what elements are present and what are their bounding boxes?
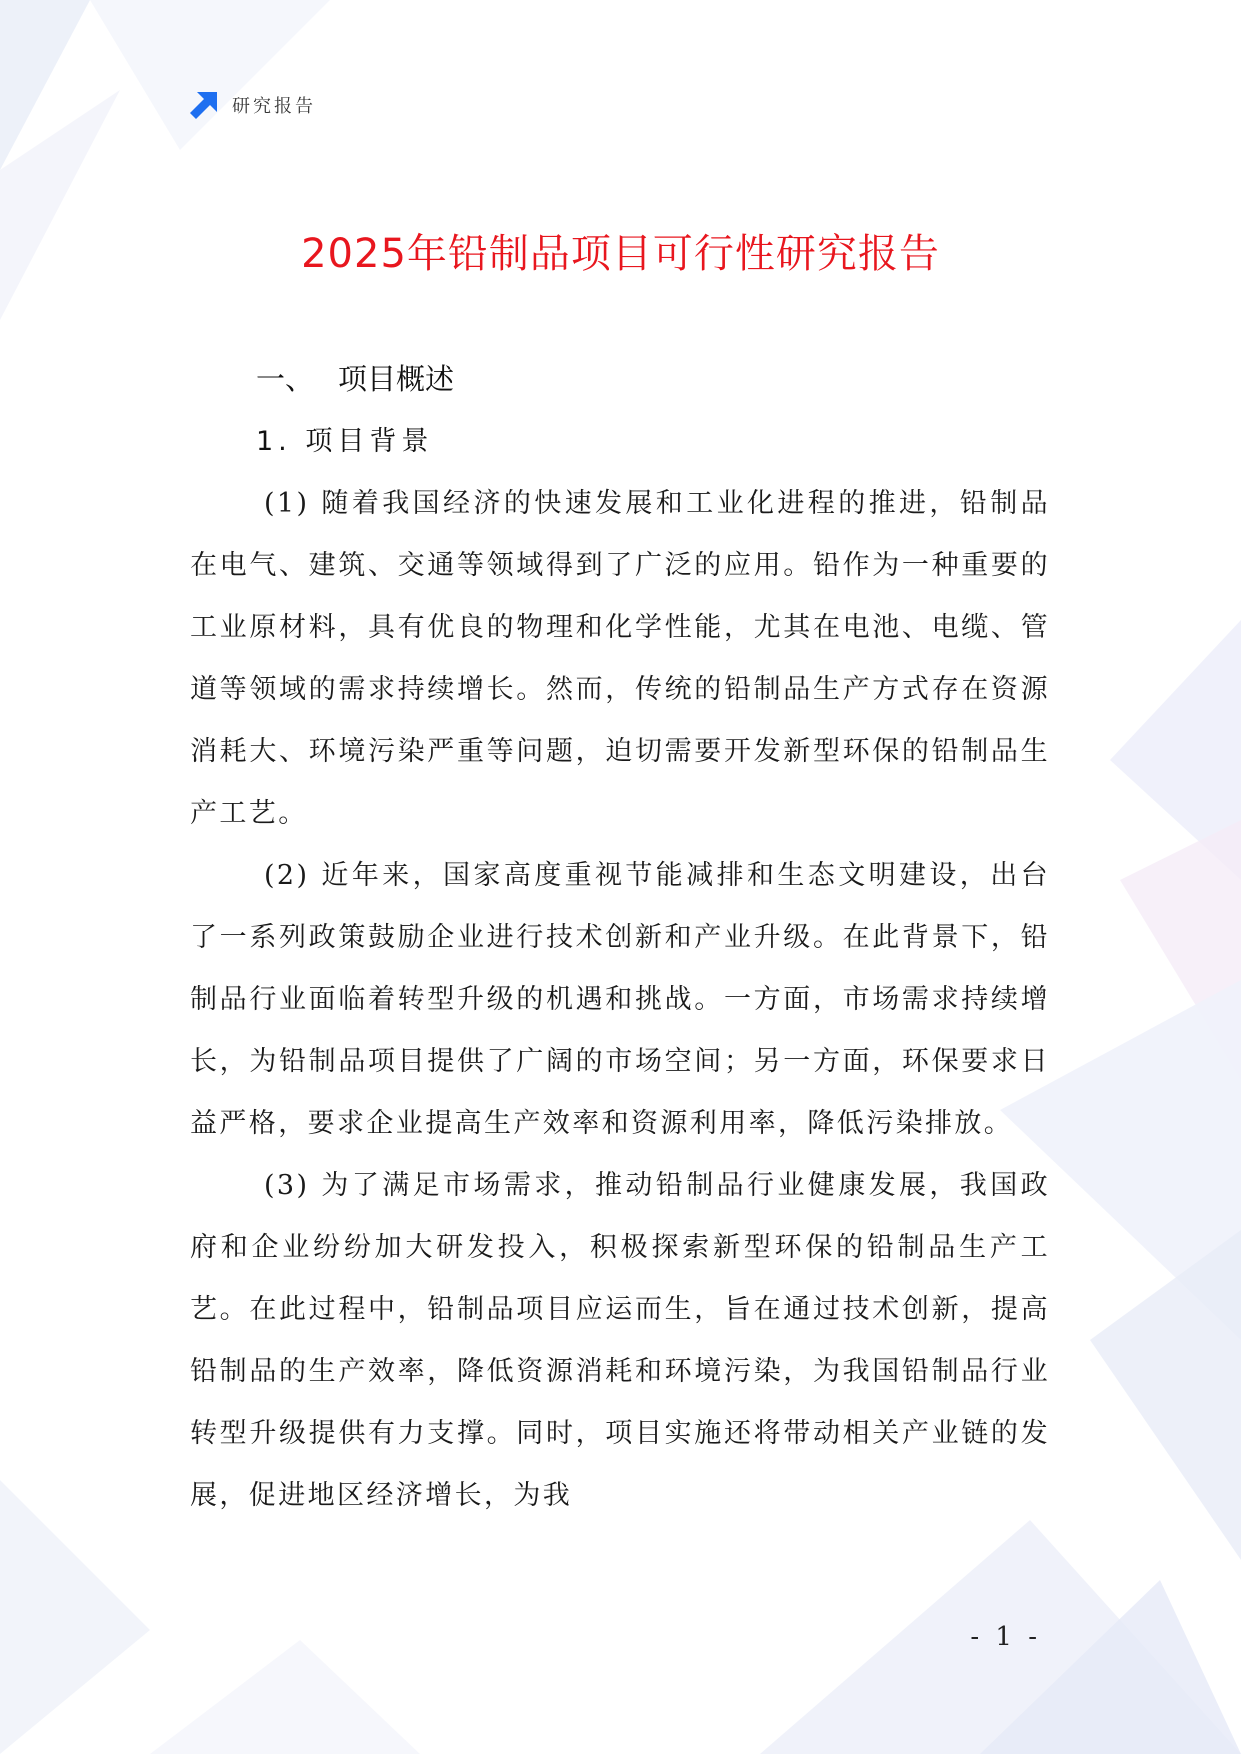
paragraph: (3) 为了满足市场需求，推动铅制品行业健康发展，我国政府和企业纷纷加大研发投入，积极探索新型环保的铅制品生产工艺。在此过程中，铅制品项目应运而生，旨在通过技术创新，提高铅制品的生产效率，降低资源消耗和环境污染，为我国铅制品行业转型升级提供有力支撑。同时，项目实施还将带动相关产业链的发展，促进地区经济增长，为我 xyxy=(190,1170,1050,1511)
subsection-heading: 1. 项目背景 xyxy=(256,426,434,457)
page-header xyxy=(188,88,316,122)
body-text xyxy=(190,473,1050,1527)
section-number: 一、 xyxy=(256,362,315,396)
arrow-up-right-icon xyxy=(188,89,220,121)
document-title: 2025年铅制品项目可行性研究报告 xyxy=(301,231,940,277)
page-number: - 1 - xyxy=(970,1622,1041,1652)
section-title: 项目概述 xyxy=(338,362,455,396)
paragraph: (2) 近年来，国家高度重视节能减排和生态文明建设，出台了一系列政策鼓励企业进行技术创新和产业升级。在此背景下，铅制品行业面临着转型升级的机遇和挑战。一方面，市场需求持续增长，为铅制品项目提供了广阔的市场空间；另一方面，环保要求日益严格，要求企业提高生产效率和资源利用率，降低污染排放。 xyxy=(190,860,1050,1139)
header-label: 研究报告 xyxy=(232,96,316,117)
section-heading xyxy=(256,357,454,398)
paragraph: (1) 随着我国经济的快速发展和工业化进程的推进，铅制品在电气、建筑、交通等领域得到了广泛的应用。铅作为一种重要的工业原材料，具有优良的物理和化学性能，尤其在电池、电缆、管道等领域的需求持续增长。然而，传统的铅制品生产方式存在资源消耗大、环境污染严重等问题，迫切需要开发新型环保的铅制品生产工艺。 xyxy=(190,488,1050,829)
